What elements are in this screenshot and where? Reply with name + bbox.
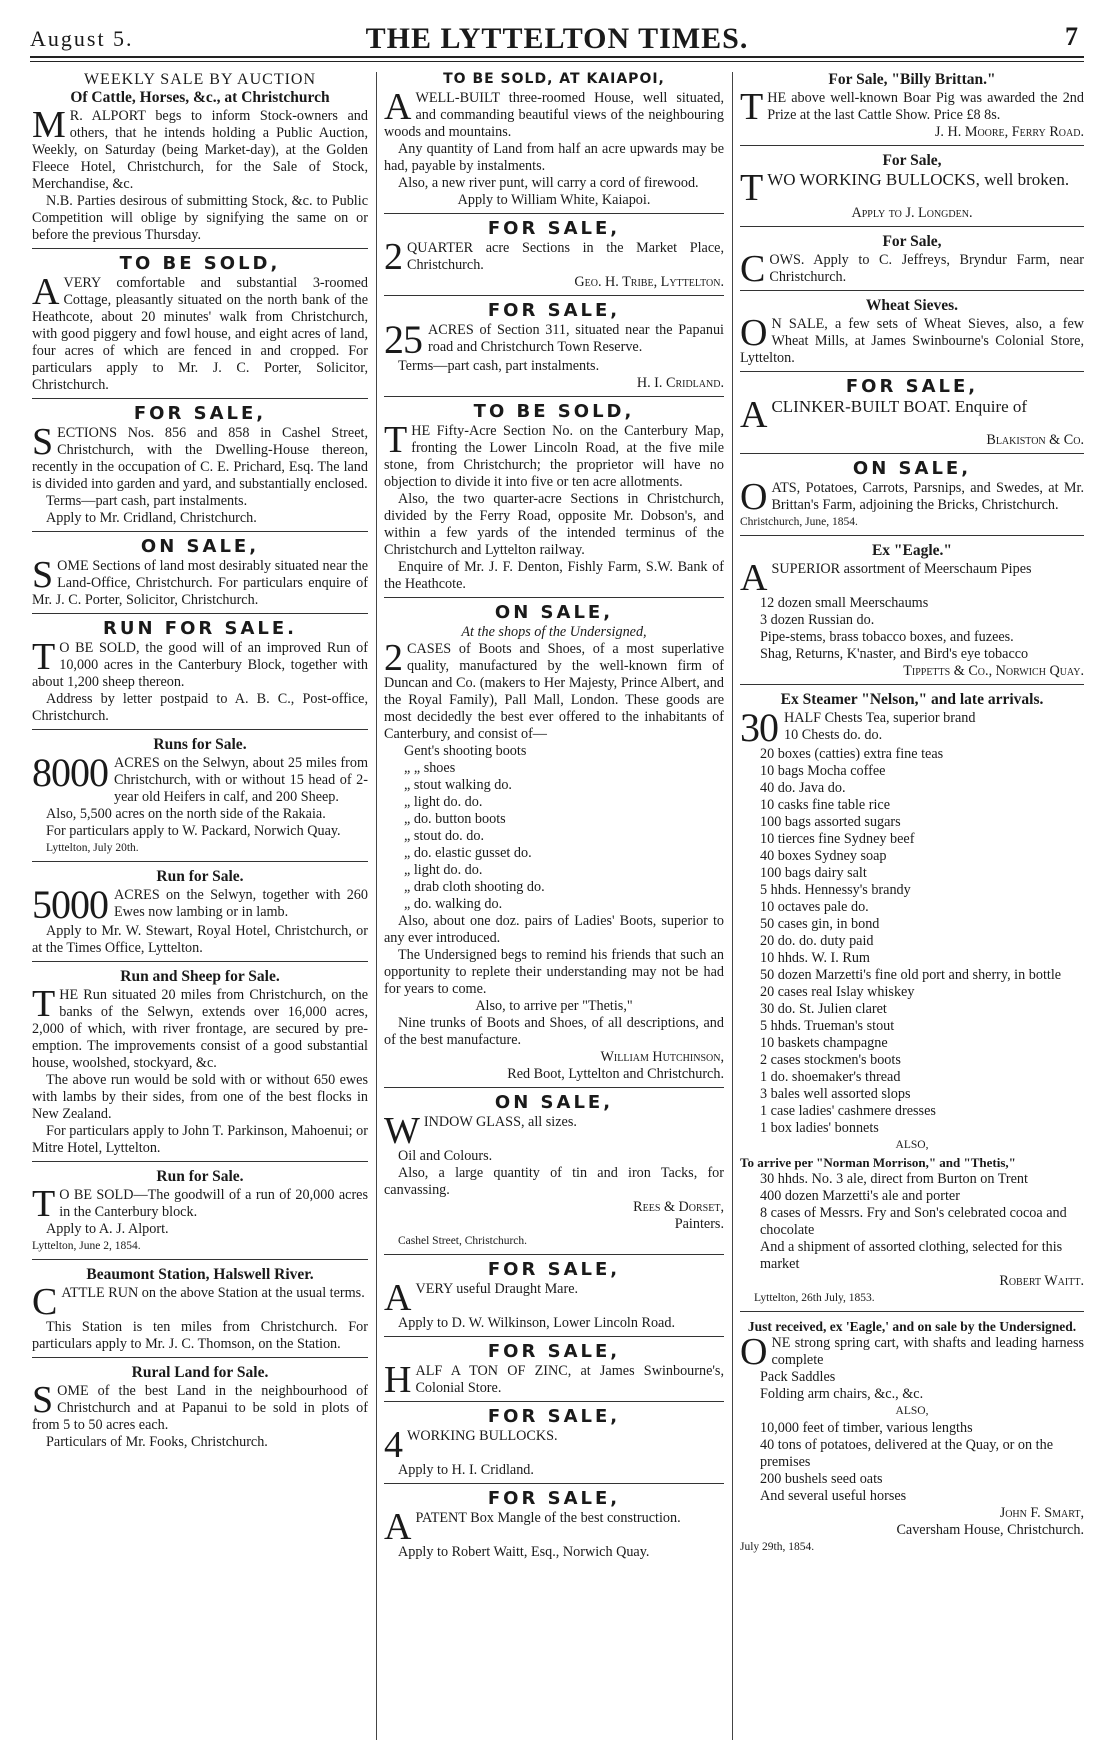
column-rule-1 <box>376 72 377 1740</box>
list-item: And a shipment of assorted clothing, selected for this market <box>760 1239 1063 1272</box>
ad-heading: Ex "Eagle." <box>871 542 953 559</box>
ad-heading: Run for Sale. <box>156 1168 244 1185</box>
ad-paragraph: Also, a large quantity of tin and iron Tacks, for canvassing. <box>384 1165 724 1198</box>
drop-cap: S <box>32 1379 54 1421</box>
drop-cap: T <box>384 419 408 461</box>
ad-body: N SALE, a few sets of Wheat Sieves, also, a few Wheat Mills, at James Swinbourne's Colonial Store, Lyttelton. <box>740 316 1084 366</box>
ad-paragraph: Enquire of Mr. J. F. Denton, Fishly Farm, S.W. Bank of the Heathcote. <box>384 559 724 592</box>
ad-heading: Just received, ex 'Eagle,' and on sale by the Undersigned. <box>747 1319 1077 1334</box>
ad-body: O BE SOLD, the good will of an improved Run of 10,000 acres in the Canterbury Block, together with about 1,200 sheep thereon. <box>32 640 368 690</box>
list-item: 10 octaves pale do. <box>760 899 869 915</box>
product-list <box>740 1171 1084 1273</box>
big-number: 5000 <box>32 882 108 927</box>
ad-body: WELL-BUILT three-roomed House, well situated, and commanding beautiful views of the neighbouring woods and mountains. <box>384 90 724 140</box>
list-item: „ drab cloth shooting do. <box>404 879 545 895</box>
ad-body: OME of the best Land in the neighbourhood of Christchurch and at Papanui to be sold in plots of from 5 to 50 acres each. <box>32 1383 368 1433</box>
ad-heading: TO BE SOLD, AT KAIAPOI, <box>443 71 665 87</box>
big-number: 8000 <box>32 750 108 795</box>
ad-subheading: Of Cattle, Horses, &c., at Christchurch <box>70 89 330 106</box>
issue-date: August 5. <box>30 26 134 51</box>
drop-cap: O <box>740 476 768 518</box>
ad-fifty-acre <box>384 403 724 598</box>
product-list <box>384 743 724 913</box>
ad-rural-land <box>32 1364 368 1455</box>
ad-body: HE above well-known Boar Pig was awarded the 2nd Prize at the last Cattle Show. Price £8 8s. <box>767 90 1084 123</box>
ad-paragraph: The Undersigned begs to remind his friends that such an opportunity to replete their understanding may not be had for years to come. <box>384 947 724 997</box>
ad-draught-mare <box>384 1261 724 1337</box>
ad-heading: WEEKLY SALE BY AUCTION <box>83 71 317 88</box>
list-item: 5 hhds. Hennessy's brandy <box>760 882 911 898</box>
product-list <box>740 1420 1084 1505</box>
ad-paragraph: This Station is ten miles from Christchurch. For particulars apply to Mr. J. C. Thomson, on the Station. <box>32 1319 368 1352</box>
list-item: 10 casks fine table rice <box>760 797 890 813</box>
ad-date: Lyttelton, 26th July, 1853. <box>754 1292 875 1304</box>
list-item: 10,000 feet of timber, various lengths <box>760 1420 973 1436</box>
ad-cows <box>740 233 1084 291</box>
drop-cap: M <box>32 104 66 146</box>
ad-particulars: For particulars apply to John T. Parkinson, Mahoenui; or Mitre Hotel, Lyttelton. <box>32 1123 368 1156</box>
ad-cottage <box>32 255 368 399</box>
list-item: 40 tons of potatoes, delivered at the Quay, or on the premises <box>760 1437 1053 1470</box>
ad-body: ATTLE RUN on the above Station at the usual terms. <box>61 1285 365 1301</box>
page-number: 7 <box>1065 22 1078 51</box>
ad-beaumont-station <box>32 1266 368 1358</box>
list-item: „ light do. do. <box>404 794 483 810</box>
ad-body: CASES of Boots and Shoes, of a most superlative quality, manufactured by the well-known firm of Duncan and Co. (makers to Her Majesty, Prince Albert, and the Royal Family), Pall Mall, London. These goods are most decidedly the best ever offered to the inhabitants of Canterbury, and consist of— <box>384 641 724 742</box>
ad-heading: ON SALE, <box>852 458 972 479</box>
ad-heading: Wheat Sieves. <box>865 297 959 314</box>
drop-cap: O <box>740 312 768 354</box>
ad-weekly-auction <box>32 71 368 249</box>
ad-body: VERY comfortable and substantial 3-roomed Cottage, pleasantly situated on the north bank of the Heathcote, about 20 minutes' walk from Christchurch, with good piggery and fowl house, and eight acres of land, four acres of which are fenced in and cropped. For particulars apply to Mr. J. C. Porter, Solicitor, Christchurch. <box>32 275 368 393</box>
ad-body: O BE SOLD—The goodwill of a run of 20,000 acres in the Canterbury block. <box>59 1187 368 1220</box>
ad-body: OME Sections of land most desirably situated near the Land-Office, Christchurch. For particulars enquire of Mr. J. C. Porter, Solicitor, Christchurch. <box>32 558 368 608</box>
ad-body: VERY useful Draught Mare. <box>415 1281 579 1297</box>
ad-paragraph: Also, a new river punt, will carry a cord of firewood. <box>398 175 699 191</box>
ad-boots-shoes <box>384 604 724 1088</box>
ad-run-20000 <box>32 1168 368 1260</box>
ad-two-bullocks <box>740 152 1084 227</box>
list-item: 50 dozen Marzetti's fine old port and sherry, in bottle <box>760 967 1062 983</box>
ad-particulars: Particulars of Mr. Fooks, Christchurch. <box>46 1434 268 1450</box>
ad-paragraph: Also, to arrive per "Thetis," <box>475 998 633 1014</box>
ad-body: WORKING BULLOCKS. <box>407 1428 558 1444</box>
ad-zinc <box>384 1343 724 1402</box>
ad-steamer-nelson <box>740 691 1084 1312</box>
column-rule-2 <box>732 72 733 1740</box>
ad-body: HE Fifty-Acre Section No. on the Canterbury Map, fronting the Lower Lincoln Road, at the five mile stone, from Christchurch; the proprietor will have no objection to divide it into five or ten acre allotments. <box>384 423 724 490</box>
ad-heading: FOR SALE, <box>487 1488 621 1509</box>
ad-heading: Run and Sheep for Sale. <box>120 968 280 985</box>
ad-wheat-sieves <box>740 297 1084 372</box>
ad-signature: Geo. H. Tribe, Lyttelton. <box>574 274 724 290</box>
drop-cap: 2 <box>384 637 403 679</box>
ad-body: HALF Chests Tea, superior brand <box>784 710 976 726</box>
ad-also: ALSO, <box>895 1405 929 1417</box>
ad-apply: Apply to H. I. Cridland. <box>398 1462 534 1478</box>
list-item: 50 cases gin, in bond <box>760 916 880 932</box>
ad-signature: Tippetts & Co., Norwich Quay. <box>903 663 1084 679</box>
ad-body: PATENT Box Mangle of the best construction. <box>415 1510 681 1526</box>
ad-kaiapoi-house <box>384 71 724 214</box>
column-2 <box>384 70 724 1742</box>
list-item: 3 dozen Russian do. <box>760 612 875 628</box>
drop-cap: 4 <box>384 1424 403 1466</box>
ad-heading: For Sale, <box>882 233 942 250</box>
ad-terms: Terms—part cash, part instalments. <box>46 493 248 509</box>
ad-heading: ON SALE, <box>494 1092 614 1113</box>
ad-date: Lyttelton, June 2, 1854. <box>32 1240 141 1252</box>
ad-body: ALF A TON OF ZINC, at James Swinbourne's, Colonial Store. <box>415 1363 724 1396</box>
drop-cap: S <box>32 554 54 596</box>
ad-address: Cashel Street, Christchurch. <box>398 1235 528 1247</box>
drop-cap: 2 <box>384 236 403 278</box>
list-item: Pack Saddles <box>760 1369 836 1385</box>
ad-25-acres <box>384 302 724 397</box>
ad-heading: FOR SALE, <box>845 376 979 397</box>
drop-cap: S <box>32 421 54 463</box>
ad-signature-address: Red Boot, Lyttelton and Christchurch. <box>507 1066 724 1082</box>
ad-paragraph: Nine trunks of Boots and Shoes, of all descriptions, and of the best manufacture. <box>384 1015 724 1048</box>
product-list <box>740 595 1084 663</box>
ad-billy-brittan <box>740 71 1084 146</box>
ad-also: Also, 5,500 acres on the north side of the Rakaia. <box>46 806 326 822</box>
masthead <box>30 18 1084 55</box>
drop-cap: C <box>32 1281 58 1323</box>
product-list <box>740 746 1084 1137</box>
list-item: 30 do. St. Julien claret <box>760 1001 887 1017</box>
ad-address: Address by letter postpaid to A. B. C., Post-office, Christchurch. <box>32 691 368 724</box>
ad-paragraph: Also, the two quarter-acre Sections in Christchurch, divided by the Ferry Road, opposite Mr. Dobson's, and within a few yards of the intended terminus of the Christchurch and Lyttelton railway. <box>384 491 724 558</box>
ad-signature: J. H. Moore, Ferry Road. <box>934 124 1084 140</box>
list-item: 200 bushels seed oats <box>760 1471 883 1487</box>
ad-spring-cart <box>740 1318 1084 1560</box>
ad-apply: Apply to Mr. W. Stewart, Royal Hotel, Christchurch, or at the Times Office, Lyttelton. <box>32 923 368 956</box>
ad-paragraph: Also, about one doz. pairs of Ladies' Boots, superior to any ever introduced. <box>384 913 724 946</box>
list-item: 1 case ladies' cashmere dresses <box>760 1103 936 1119</box>
list-item: „ „ shoes <box>404 760 456 776</box>
ad-apply: Apply to Mr. Cridland, Christchurch. <box>46 510 257 526</box>
drop-cap: W <box>384 1110 420 1152</box>
ad-apply: Apply to Robert Waitt, Esq., Norwich Quay. <box>398 1544 650 1560</box>
list-item: 100 bags dairy salt <box>760 865 867 881</box>
ad-heading: Ex Steamer "Nelson," and late arrivals. <box>780 691 1044 708</box>
ad-heading: FOR SALE, <box>487 1259 621 1280</box>
drop-cap: A <box>32 271 60 313</box>
ad-working-bullocks <box>384 1408 724 1484</box>
drop-cap: A <box>384 1506 412 1548</box>
header-rule <box>30 56 1084 58</box>
ad-box-mangle <box>384 1490 724 1565</box>
ad-heading: ON SALE, <box>140 536 260 557</box>
ad-land-sections <box>32 538 368 614</box>
drop-cap: A <box>740 557 768 599</box>
list-item: 8 cases of Messrs. Fry and Son's celebrated cocoa and chocolate <box>760 1205 1067 1238</box>
ad-body: OWS. Apply to C. Jeffreys, Bryndur Farm, near Christchurch. <box>769 252 1084 285</box>
list-item: 5 hhds. Trueman's stout <box>760 1018 895 1034</box>
list-item: 20 cases real Islay whiskey <box>760 984 915 1000</box>
ad-body: ACRES on the Selwyn, about 25 miles from Christchurch, with or without 15 head of 2-year old Heifers in calf, and 200 Sheep. <box>114 755 368 805</box>
ad-heading: Run for Sale. <box>156 868 244 885</box>
ad-paragraph: Oil and Colours. <box>398 1148 493 1164</box>
ad-clinker-boat <box>740 378 1084 454</box>
list-item: „ light do. do. <box>404 862 483 878</box>
ad-apply: Apply to J. Longden. <box>851 205 973 221</box>
list-item: „ do. walking do. <box>404 896 503 912</box>
list-item: 10 hhds. W. I. Rum <box>760 950 870 966</box>
list-item: 20 do. do. duty paid <box>760 933 874 949</box>
ad-heading: Runs for Sale. <box>153 736 247 753</box>
list-item: 3 bales well assorted slops <box>760 1086 911 1102</box>
ad-oats-potatoes <box>740 460 1084 536</box>
ad-signature: Robert Waitt. <box>999 1273 1084 1289</box>
drop-cap: T <box>740 167 764 209</box>
list-item: 2 cases stockmen's boots <box>760 1052 901 1068</box>
ad-body-line: 10 Chests do. do. <box>784 727 883 743</box>
list-item: Gent's shooting boots <box>404 743 527 759</box>
ad-date: Lyttelton, July 20th. <box>46 842 139 854</box>
ad-heading: RUN FOR SALE. <box>102 618 298 639</box>
ad-body: QUARTER acre Sections in the Market Place, Christchurch. <box>407 240 724 273</box>
list-item: 10 bags Mocha coffee <box>760 763 886 779</box>
ad-heading: FOR SALE, <box>487 1341 621 1362</box>
list-item: 30 hhds. No. 3 ale, direct from Burton on Trent <box>760 1171 1028 1187</box>
column-3 <box>740 70 1084 1742</box>
ad-subheading: At the shops of the Undersigned, <box>461 624 647 640</box>
ad-body: NE strong spring cart, with shafts and leading harness complete <box>771 1335 1084 1368</box>
ad-signature-address: Caversham House, Christchurch. <box>896 1522 1084 1538</box>
drop-cap: C <box>740 248 766 290</box>
drop-cap: T <box>32 636 56 678</box>
product-list <box>740 1369 1084 1403</box>
drop-cap: A <box>740 394 768 436</box>
ad-date: Christchurch, June, 1854. <box>740 516 858 528</box>
ad-heading: Beaumont Station, Halswell River. <box>86 1266 314 1283</box>
ad-body: R. ALPORT begs to inform Stock-owners and others, that he intends holding a Public Auction, Weekly, on Saturday (being Market-day), at the Golden Fleece Hotel, Christchurch, for the Sale of Stock, Merchandise, &c. <box>32 108 368 192</box>
ad-also: ALSO, <box>895 1139 929 1151</box>
ad-signature: William Hutchinson, <box>600 1049 724 1065</box>
list-item: 400 dozen Marzetti's ale and porter <box>760 1188 960 1204</box>
ad-arrive: To arrive per "Norman Morrison," and "Thetis," <box>740 1155 1016 1170</box>
drop-cap: A <box>384 1277 412 1319</box>
ad-signature: John F. Smart, <box>999 1505 1084 1521</box>
drop-cap: O <box>740 1331 768 1373</box>
list-item: 100 bags assorted sugars <box>760 814 901 830</box>
ad-body: CLINKER-BUILT BOAT. Enquire of <box>771 397 1028 416</box>
ad-body: WO WORKING BULLOCKS, well broken. <box>767 170 1070 189</box>
ad-runs-8000 <box>32 736 368 862</box>
drop-cap: T <box>32 983 56 1025</box>
ad-body: ACRES of Section 311, situated near the Papanui road and Christchurch Town Reserve. <box>428 322 724 355</box>
ad-paragraph: The above run would be sold with or without 650 ewes with lambs by their sides, from one of the best flocks in New Zealand. <box>32 1072 368 1122</box>
ad-signature-title: Painters. <box>674 1216 724 1232</box>
list-item: 12 dozen small Meerschaums <box>760 595 929 611</box>
list-item: 20 boxes (catties) extra fine teas <box>760 746 944 762</box>
drop-cap: H <box>384 1359 412 1401</box>
ad-terms: Terms—part cash, part instalments. <box>398 358 600 374</box>
list-item: Folding arm chairs, &c., &c. <box>760 1386 924 1402</box>
ad-heading: FOR SALE, <box>487 300 621 321</box>
ad-body: SUPERIOR assortment of Meerschaum Pipes <box>771 561 1032 577</box>
list-item: Pipe-stems, brass tobacco boxes, and fuzees. <box>760 629 1014 645</box>
ad-heading: TO BE SOLD, <box>473 401 635 422</box>
list-item: „ stout walking do. <box>404 777 512 793</box>
list-item: „ do. button boots <box>404 811 506 827</box>
ad-date: July 29th, 1854. <box>740 1541 815 1553</box>
ad-sections-cashel <box>32 405 368 532</box>
list-item: 10 baskets champagne <box>760 1035 888 1051</box>
ad-body: ACRES on the Selwyn, together with 260 Ewes now lambing or in lamb. <box>114 887 368 920</box>
ad-particulars: For particulars apply to W. Packard, Norwich Quay. <box>46 823 341 839</box>
ad-heading: FOR SALE, <box>487 218 621 239</box>
ad-meerschaum-pipes <box>740 542 1084 685</box>
big-number: 30 <box>740 705 778 750</box>
ad-run-and-sheep <box>32 968 368 1162</box>
list-item: 40 boxes Sydney soap <box>760 848 887 864</box>
drop-cap: A <box>384 86 412 128</box>
ad-body: ATS, Potatoes, Carrots, Parsnips, and Swedes, at Mr. Brittan's Farm, adjoining the Bricks, Christchurch. <box>771 480 1084 513</box>
ad-body: HE Run situated 20 miles from Christchurch, on the banks of the Selwyn, extends over 16,000 acres, 2,000 of which, with river frontage, are secured by pre-emption. The improvements consist of a good substantial house, woolshed, stockyard, &c. <box>32 987 368 1071</box>
list-item: „ do. elastic gusset do. <box>404 845 532 861</box>
list-item: 1 box ladies' bonnets <box>760 1120 879 1136</box>
ad-heading: For Sale, "Billy Brittan." <box>828 71 996 88</box>
list-item: „ stout do. do. <box>404 828 484 844</box>
ad-run-5000 <box>32 868 368 962</box>
ad-heading: For Sale, <box>882 152 942 169</box>
ad-quarter-acre <box>384 220 724 296</box>
ad-signature: Rees & Dorset, <box>633 1199 724 1215</box>
header-rule-thin <box>30 61 1084 62</box>
big-number: 25 <box>384 317 422 362</box>
ad-apply: Apply to A. J. Alport. <box>46 1221 169 1237</box>
ad-paragraph: Any quantity of Land from half an acre upwards may be had, payable by instalments. <box>384 141 724 174</box>
ad-heading: FOR SALE, <box>487 1406 621 1427</box>
list-item: Shag, Returns, K'naster, and Bird's eye tobacco <box>760 646 1029 662</box>
ad-body: INDOW GLASS, all sizes. <box>423 1114 577 1130</box>
ad-signature: H. I. Cridland. <box>636 375 724 391</box>
ad-note: N.B. Parties desirous of submitting Stock, &c. to Public Competition will oblige by signifying the same on or before the previous Thursday. <box>32 193 368 243</box>
newspaper-title: THE LYTTELTON TIMES. <box>365 22 749 55</box>
ad-window-glass <box>384 1094 724 1255</box>
ad-apply: Apply to D. W. Wilkinson, Lower Lincoln Road. <box>398 1315 675 1331</box>
list-item: 1 do. shoemaker's thread <box>760 1069 901 1085</box>
ad-signature: Blakiston & Co. <box>986 432 1084 448</box>
drop-cap: T <box>740 86 764 128</box>
list-item: 40 do. Java do. <box>760 780 846 796</box>
column-1 <box>32 70 368 1742</box>
ad-heading: FOR SALE, <box>133 403 267 424</box>
drop-cap: T <box>32 1183 56 1225</box>
list-item: And several useful horses <box>760 1488 907 1504</box>
ad-heading: ON SALE, <box>494 602 614 623</box>
ad-heading: Rural Land for Sale. <box>131 1364 269 1381</box>
ad-run-for-sale <box>32 620 368 730</box>
ad-body: ECTIONS Nos. 856 and 858 in Cashel Street, Christchurch, with the Dwelling-House thereon, recently in the occupation of C. E. Prichard, Esq. The land is divided into garden and yard, and substantially enclosed. <box>32 425 368 492</box>
ad-apply: Apply to William White, Kaiapoi. <box>457 192 651 208</box>
list-item: 10 tierces fine Sydney beef <box>760 831 915 847</box>
ad-heading: TO BE SOLD, <box>119 253 281 274</box>
